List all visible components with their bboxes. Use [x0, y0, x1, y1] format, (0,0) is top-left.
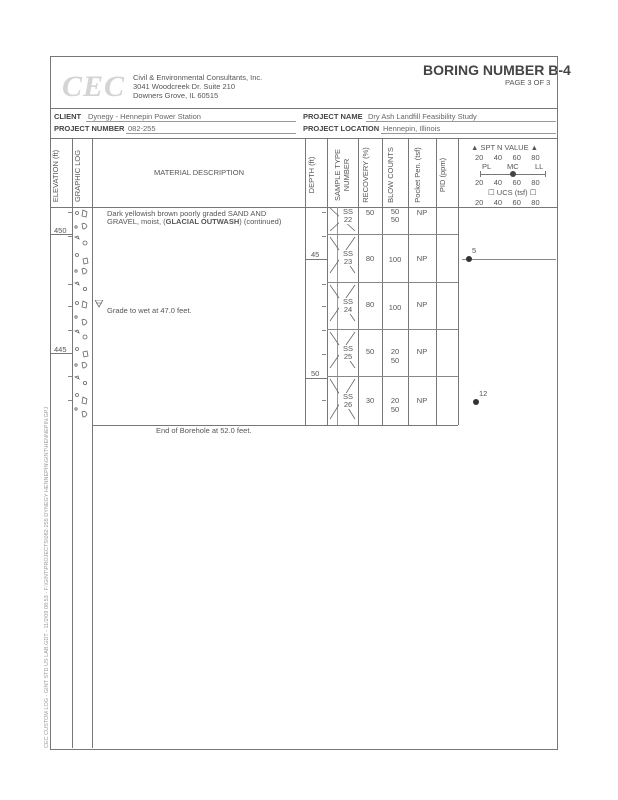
material-line-2-post: ) (continued): [239, 217, 282, 226]
project-location-underline: [381, 133, 556, 134]
spt-scale-value: 40: [493, 198, 503, 207]
spt-scale-value: 80: [531, 178, 540, 187]
spt-pl-tick: [480, 171, 481, 177]
spt-data-label: 12: [479, 389, 488, 398]
graphic-log-header: GRAPHIC LOG: [73, 149, 82, 203]
pid-header: PID (ppm): [438, 157, 447, 193]
spt-mc-marker: [510, 171, 516, 177]
spt-scale-value: 40: [493, 178, 503, 187]
spt-scale-value: 40: [493, 153, 503, 162]
project-name-value: Dry Ash Landfill Feasibility Study: [368, 112, 477, 121]
spt-ll-tick: [545, 171, 546, 177]
recovery-value: 80: [365, 254, 375, 263]
spt-pl-label: PL: [482, 162, 492, 171]
graphic-log-pattern: [72, 207, 92, 425]
blow-counts: 100: [388, 255, 402, 264]
spt-scale-value: 20: [475, 153, 484, 162]
spt-scale-top: [475, 153, 540, 162]
blow-counts-header: BLOW COUNTS: [386, 147, 395, 203]
pocket-pen-header: Pocket Pen. (tsf): [413, 147, 422, 203]
recovery-value: 30: [365, 396, 375, 405]
blow-counts: 50 50: [390, 207, 400, 224]
table-header-bottom: [50, 207, 557, 208]
spt-mc-label: MC: [507, 162, 519, 171]
spt-title: ▲ SPT N VALUE ▲: [471, 143, 539, 152]
project-name-label: PROJECT NAME: [303, 112, 363, 121]
depth-tick: [322, 284, 326, 285]
spt-data-point: [466, 256, 472, 262]
table-top: [50, 138, 557, 139]
water-level-icon: [95, 300, 103, 308]
company-address-2: Downers Grove, IL 60515: [133, 91, 219, 100]
material-header: MATERIAL DESCRIPTION: [154, 168, 245, 177]
pocket-pen-value: NP: [416, 396, 428, 405]
project-number-value: 082-255: [128, 124, 156, 133]
material-line-2: [107, 217, 281, 226]
sample-id: SS 22: [339, 208, 357, 224]
recovery-value: 80: [365, 300, 375, 309]
spt-ucs-label: ☐ UCS (tsf) ☐: [488, 188, 537, 197]
sample-id: SS 24: [339, 298, 357, 314]
client-label: CLIENT: [54, 112, 82, 121]
sample-id: SS 26: [339, 393, 357, 409]
client-underline: [86, 121, 296, 122]
depth-marker-50: [305, 378, 327, 379]
company-logo: CEC: [62, 70, 126, 103]
project-location-value: Hennepin, Illinois: [383, 124, 441, 133]
recovery-header: RECOVERY (%): [361, 147, 370, 203]
project-number-underline: [126, 133, 296, 134]
material-line-2-pre: GRAVEL, moist, (: [107, 217, 166, 226]
spt-data-point: [473, 399, 479, 405]
spt-scale-value: 60: [512, 153, 521, 162]
spt-scale-value: 60: [512, 178, 521, 187]
pocket-pen-value: NP: [416, 208, 428, 217]
spt-scale-value: 80: [531, 198, 540, 207]
material-line-1: Dark yellowish brown poorly graded SAND AND: [107, 209, 267, 218]
depth-tick: [322, 330, 326, 331]
depth-tick: [322, 212, 326, 213]
spt-scale-bottom: [475, 198, 540, 207]
blow-counts: 20 50: [390, 347, 400, 365]
material-unit-name: GLACIAL OUTWASH: [165, 217, 240, 226]
pocket-pen-value: NP: [416, 254, 428, 263]
depth-tick: [322, 354, 326, 355]
sample-header: SAMPLE TYPE NUMBER: [333, 149, 351, 201]
depth-tick: [322, 236, 326, 237]
project-location-label: PROJECT LOCATION: [303, 124, 380, 133]
borehole-end-line: [92, 425, 458, 426]
blow-counts: 20 50: [390, 396, 400, 414]
depth-label: 45: [311, 250, 320, 259]
blow-counts: 100: [388, 303, 402, 312]
boring-title: BORING NUMBER B-4: [423, 62, 571, 78]
page-number: PAGE 3 OF 3: [505, 78, 551, 87]
col-divider: [92, 138, 93, 748]
pocket-pen-value: NP: [416, 347, 428, 356]
spt-scale-mid: [475, 178, 540, 187]
spt-ll-label: LL: [535, 162, 544, 171]
recovery-value: 50: [365, 347, 375, 356]
elevation-label: 450: [54, 226, 67, 235]
elevation-header: ELEVATION (ft): [51, 149, 60, 203]
depth-tick: [322, 400, 326, 401]
sample-id: SS 23: [339, 250, 357, 266]
spt-scale-value: 20: [475, 178, 484, 187]
spt-depth-45-line: [462, 259, 556, 260]
spt-scale-value: 20: [475, 198, 484, 207]
header-divider: [50, 108, 557, 109]
footer-file-path: CEC CUSTOM LOG - GINT STD US LAB.GDT - 11/2/09 08:53 - F:\GINT\PROJECTS\082-255 DYNEGY HENNEPIN\GINT\HENNEPIN.GPJ: [44, 406, 50, 748]
company-address-1: 3041 Woodcreek Dr. Suite 210: [133, 82, 236, 91]
recovery-value: 50: [365, 208, 375, 217]
project-name-underline: [366, 121, 556, 122]
spt-scale-value: 80: [531, 153, 540, 162]
material-note: Grade to wet at 47.0 feet.: [107, 306, 192, 315]
depth-tick: [322, 306, 326, 307]
client-value: Dynegy - Hennepin Power Station: [88, 112, 201, 121]
elevation-label: 445: [54, 345, 67, 354]
depth-header: DEPTH (ft): [307, 156, 316, 194]
col-divider: [305, 138, 306, 425]
spt-scale-value: 60: [512, 198, 521, 207]
sample-id: SS 25: [339, 345, 357, 361]
pocket-pen-value: NP: [416, 300, 428, 309]
depth-marker-45: [305, 259, 327, 260]
project-number-label: PROJECT NUMBER: [54, 124, 125, 133]
col-divider: [458, 138, 459, 425]
spt-data-label: 5: [472, 246, 477, 255]
company-name: Civil & Environmental Consultants, Inc.: [133, 73, 263, 82]
depth-label: 50: [311, 369, 320, 378]
end-of-borehole: End of Borehole at 52.0 feet.: [156, 426, 252, 435]
